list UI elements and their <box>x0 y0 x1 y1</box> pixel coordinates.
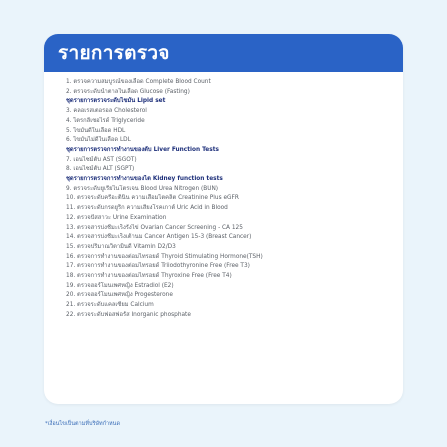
list-item: 9. ตรวจระดับยูเรียไนโตรเจน Blood Urea Nitrogen (BUN) <box>66 185 219 192</box>
list-item: 10. ตรวจระดับครีอะตินิน ความเสื่อมไตคลิต Creatinine Plus eGFR <box>66 195 239 202</box>
list-item: 3. คลอเรสเตอรอล Cholesterol <box>66 108 147 115</box>
section-heading: ชุดรายการตรวจการทำงานของไต Kidney function tests <box>66 176 223 183</box>
list-item: 8. เอนไซม์ตับ ALT (SGPT) <box>66 166 135 173</box>
list-item: 12. ตรวจปัสสาวะ Urine Examination <box>66 214 167 221</box>
list-item: 2. ตรวจระดับน้ำตาลในเลือด Glucose (Fasting) <box>66 88 190 95</box>
list-item: 15. ตรวจปริมาณวิตามินดี Vitamin D2/D3 <box>66 243 176 250</box>
list-item: 19. ตรวจฮอร์โมนเพศหญิง Estradiol (E2) <box>66 282 174 289</box>
list-item: 4. ไตรกลีเซอไรด์ Triglyceride <box>66 117 145 124</box>
list-item: 5. ไขมันดีในเลือด HDL <box>66 127 126 134</box>
list-item: 21. ตรวจระดับแคลเซียม Calcium <box>66 302 154 309</box>
list-item: 22. ตรวจระดับฟอสฟอรัส Inorganic phosphate <box>66 311 191 318</box>
list-item: 18. ตรวจการทำงานของต่อมไทรอยด์ Thyroxine Free (Free T4) <box>66 273 232 280</box>
footnote: *เงื่อนไขเป็นตามที่บริษัทกำหนด <box>45 421 121 427</box>
section-heading: ชุดรายการตรวจระดับไขมัน Lipid set <box>66 98 166 105</box>
list-item: 16. ตรวจการทำงานของต่อมไทรอยด์ Thyroid Stimulating Hormone(TSH) <box>66 253 263 260</box>
section-heading: ชุดรายการตรวจการทำงานของตับ Liver Function Tests <box>66 146 219 153</box>
list-item: 17. ตรวจการทำงานของต่อมไทรอยด์ Triiodothyronine Free (Free T3) <box>66 263 250 270</box>
list-item: 6. ไขมันไม่ดีในเลือด LDL <box>66 137 131 144</box>
list-item: 13. ตรวจสารบ่งชี้มะเร็งรังไข่ Ovarian Cancer Screening - CA 125 <box>66 224 243 231</box>
card-title: รายการตรวจ <box>58 42 170 64</box>
test-list <box>44 72 403 321</box>
list-item: 14. ตรวจสารบ่งชี้มะเร็งเต้านม Cancer Antigen 15-3 (Breast Cancer) <box>66 234 252 241</box>
list-item: 11. ตรวจระดับกรดยูริก ความเสี่ยงโรคเกาต์ Uric Acid in Blood <box>66 205 228 212</box>
list-item: 1. ตรวจความสมบูรณ์ของเลือด Complete Blood Count <box>66 79 211 85</box>
card-header <box>44 34 403 72</box>
test-list-card <box>44 34 403 404</box>
list-item: 20. ตรวจฮอร์โมนเพศหญิง Progesterone <box>66 292 173 299</box>
list-item: 7. เอนไซม์ตับ AST (SGOT) <box>66 156 137 163</box>
